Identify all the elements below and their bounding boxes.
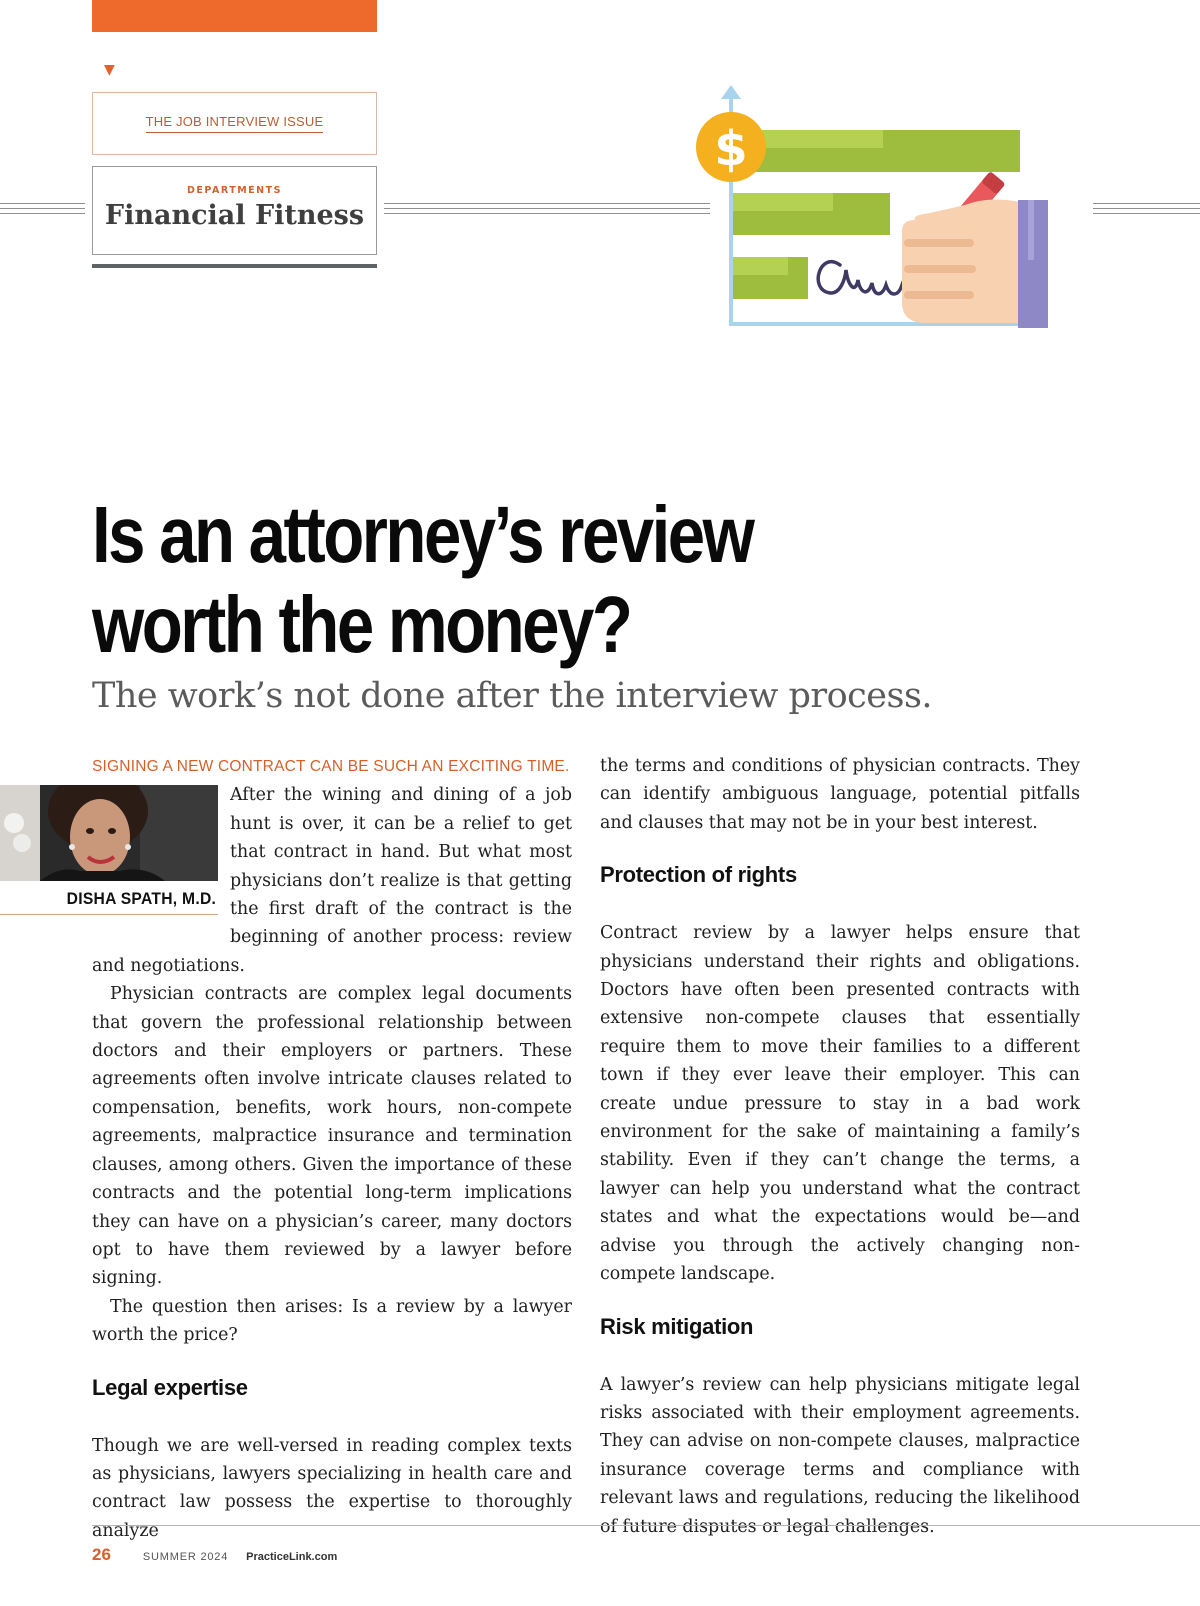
- decorative-rule-middle: [384, 203, 710, 214]
- axis-arrow-head-icon: [721, 85, 741, 99]
- section-1-paragraph: Though we are well-versed in reading complex texts as physicians, lawyers specializing in health care and contract law possess the expertise to thoroughly analyze: [92, 1435, 572, 1541]
- article-subhead: The work’s not done after the interview process.: [92, 676, 933, 716]
- issue-season: SUMMER 2024: [142, 1551, 229, 1563]
- section-1-continued: the terms and conditions of physician contracts. They can identify ambiguous language, potential pitfalls and clauses that may not be in your best interest.: [600, 756, 1080, 833]
- headline-line-2: worth the money?: [92, 580, 631, 669]
- section-2-paragraph: Contract review by a lawyer helps ensure that physicians understand their rights and obligations. Doctors have often been presented contracts with extensive non-compete clauses that essentially require them to move their families to a different town if they ever leave their employer. This can create undue pressure to stay in a bad work environment for the sake of maintaining a family’s stability. Even if they can’t change the terms, a lawyer can help you understand what the contract states and what the expectations would be—and advise you through the actively changing non-compete landscape.: [600, 923, 1080, 1285]
- page-number: 26: [92, 1545, 111, 1564]
- issue-box: [92, 92, 377, 155]
- article-column-right: [600, 752, 1080, 1541]
- page-footer: [92, 1545, 337, 1565]
- top-accent-bar: [92, 0, 377, 32]
- dollar-sign: $: [714, 121, 748, 177]
- section-heading-protection-of-rights: Protection of rights: [600, 862, 797, 888]
- triangle-down-icon: ▼: [104, 62, 115, 78]
- section-heading-legal-expertise: Legal expertise: [92, 1374, 248, 1400]
- decorative-rule-right: [1093, 203, 1200, 214]
- bar-short-highlight: [733, 257, 788, 275]
- author-rule: [0, 914, 218, 915]
- department-title: Financial Fitness: [104, 200, 365, 231]
- site-link[interactable]: PracticeLink.com: [246, 1551, 338, 1563]
- author-name: DISHA SPATH, M.D.: [66, 889, 217, 909]
- paragraph-2: Physician contracts are complex legal documents that govern the professional relationship between doctors and their employers or partners. These agreements often involve intricate clauses related to compensation, benefits, work hours, non-compete agreements, malpractice insurance and termination clauses, among others. Given the importance of these contracts and the potential long-term implications they can have on a physician’s career, many doctors opt to have them reviewed by a lawyer before signing.: [92, 984, 572, 1289]
- author-block: [0, 785, 220, 939]
- footer-rule: [92, 1525, 1200, 1526]
- department-label: DEPARTMENTS: [187, 185, 282, 196]
- section-3-paragraph: A lawyer’s review can help physicians mitigate legal risks associated with their employment agreements. They can advise on non-compete clauses, malpractice insurance coverage terms and compliance with relevant laws and regulations, reducing the likelihood of future disputes or legal challenges.: [600, 1374, 1080, 1537]
- hand-icon: [902, 199, 1025, 323]
- department-box: [92, 166, 377, 255]
- issue-label: THE JOB INTERVIEW ISSUE: [146, 114, 324, 133]
- lead-in-caps: SIGNING A NEW CONTRACT CAN BE SUCH AN EXCITING TIME.: [92, 758, 570, 775]
- article-column-left: [66, 752, 572, 1545]
- contract-signing-illustration: [690, 85, 1075, 335]
- decorative-rule-left: [0, 203, 85, 214]
- author-portrait: [0, 785, 218, 881]
- article-headline: [92, 490, 848, 670]
- lead-in: [92, 752, 572, 781]
- cuff-highlight: [1028, 200, 1034, 260]
- section-heading-risk-mitigation: Risk mitigation: [600, 1313, 754, 1339]
- bar-medium-highlight: [733, 193, 833, 211]
- paragraph-3: The question then arises: Is a review by a lawyer worth the price?: [92, 1296, 572, 1346]
- paragraph-1: After the wining and dining of a job hunt is over, it can be a relief to get that contract in hand. But what most physicians don’t realize is that getting the first draft of the contract is the beginning of another process: review and negotiations.: [92, 785, 572, 976]
- headline-line-1: Is an attorney’s review: [92, 490, 753, 579]
- department-underline: [92, 264, 377, 268]
